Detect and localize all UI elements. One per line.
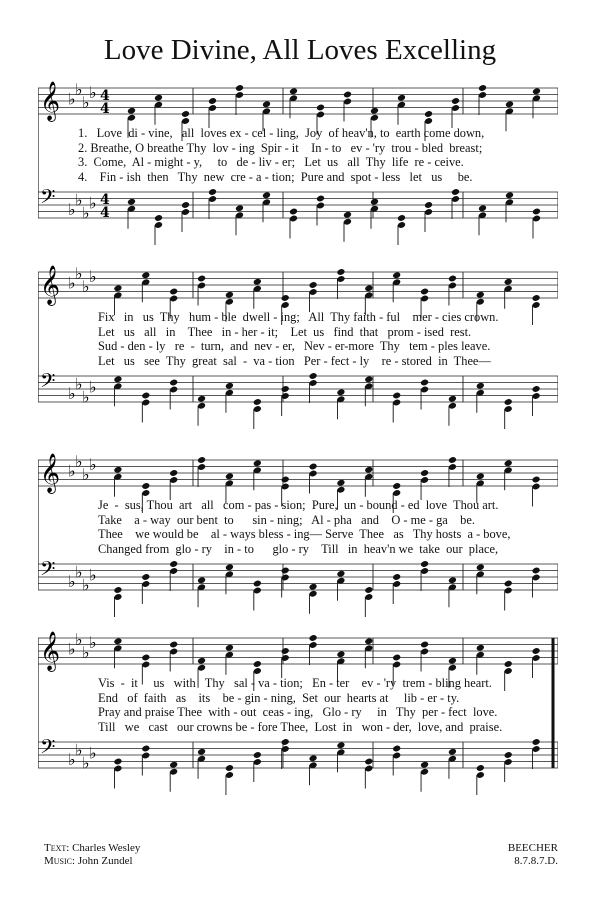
credits-left [44,842,140,868]
note [309,583,318,614]
note [289,208,298,239]
hymn-title: Love Divine, All Loves Excelling [103,34,497,66]
flat-icon: ♭ [75,451,83,471]
flat-icon: ♭ [68,750,76,769]
note [476,644,485,675]
lyric-line-verse-4: Changed from glo - ry in - to glo - ry Till in heav'n we take our place, [98,541,499,556]
lyric-line-verse-2: Let us all in Thee in - her - it; Let us find that prom - ised rest. [98,324,472,339]
note [253,398,262,429]
flat-icon: ♭ [89,267,97,286]
lyric-line-verse-2: 2. Breathe, O breathe Thy lov - ing Spir - it In - to ev - 'ry trou - bled breast; [78,140,483,155]
note [420,761,429,792]
flat-icon: ♭ [82,753,90,773]
flat-icon: ♭ [75,374,83,394]
note [197,395,206,426]
note [154,214,163,245]
treble-staff [38,452,558,494]
text-author: Charles Wesley [72,842,141,854]
flat-icon: ♭ [75,740,83,760]
flat-icon: ♭ [75,562,83,582]
note [281,385,290,416]
flat-icon: ♭ [89,633,97,652]
text-label: Text: [44,842,70,854]
note [392,745,401,776]
treble-clef-icon: 𝄞 [40,265,61,305]
lyric-line-verse-4: Let us see Thy great sal - va - tion Per - fect - ly re - stored in Thee— [98,353,491,368]
note [343,91,352,122]
note [370,198,379,229]
flat-icon: ♭ [89,743,97,763]
note [392,573,401,604]
flat-icon: ♭ [82,203,90,223]
note [169,469,178,500]
note [316,195,325,226]
note [343,211,352,242]
bass-clef-icon: 𝄢 [40,185,56,213]
treble-clef-icon: 𝄞 [40,453,61,493]
note [451,97,460,128]
note [424,201,433,232]
lyrics-block [38,498,558,556]
note [532,567,541,598]
note [309,281,318,312]
note [504,278,513,309]
note [397,94,406,125]
note [141,392,150,423]
lyrics-block [38,310,558,368]
note [448,275,457,306]
lyric-line-verse-2: End of faith as its be - gin - ning, Set our hearts at lib - er - ty. [98,690,460,705]
note [532,738,541,769]
flat-icon: ♭ [82,642,90,662]
tune-name: BEECHER [507,842,558,854]
note [476,764,485,795]
note [169,761,178,792]
time-sig-top: 4 [100,88,110,104]
music-author: John Zundel [77,855,133,867]
note [141,745,150,776]
flat-icon: ♭ [75,79,83,99]
flat-icon: ♭ [82,575,90,595]
note [127,198,136,229]
flat-icon: ♭ [68,200,76,219]
flat-icon: ♭ [68,89,76,109]
note [169,641,178,672]
note [448,748,457,779]
lyric-line-verse-3: 3. Come, Al - might - y, to de - liv - er; Let us all Thy life re - ceive. [78,155,464,169]
note [420,641,429,672]
flat-icon: ♭ [89,565,97,585]
flat-icon: ♭ [75,190,83,210]
note [532,647,541,678]
lyrics-block [38,676,558,734]
note [420,560,429,591]
note [154,94,163,125]
note [448,576,457,607]
note [504,751,513,782]
note [197,576,206,607]
flat-icon: ♭ [89,455,97,474]
note [113,586,122,617]
bass-clef-icon: 𝄢 [40,369,56,397]
flat-icon: ♭ [89,377,97,397]
flat-icon: ♭ [68,572,76,591]
time-sig-bottom: 4 [100,205,110,221]
music-label: Music: [44,855,76,867]
note [281,567,290,598]
lyrics-block [38,126,558,184]
note [253,580,262,611]
flat-icon: ♭ [82,276,90,296]
note [113,758,122,789]
note [504,398,513,429]
note [448,456,457,487]
lyric-line-verse-1: Je - sus, Thou art all com - pas - sion; Pure, un - bound - ed love Thou art. [98,498,499,512]
note [448,395,457,426]
lyric-line-verse-2: Take a - way our bent to sin - ning; Al - pha and O - me - ga be. [98,512,475,527]
note [364,586,373,617]
time-sig-bottom: 4 [100,101,110,117]
flat-icon: ♭ [75,629,83,649]
bass-clef-icon: 𝄢 [40,735,56,763]
note [451,188,460,219]
note [420,379,429,410]
flat-icon: ♭ [68,273,76,293]
note [253,278,262,309]
note [225,382,234,413]
note [208,97,217,128]
note [281,647,290,678]
note [169,379,178,410]
note [336,388,345,419]
note [181,201,190,232]
note [141,573,150,604]
note [309,754,318,785]
flat-icon: ♭ [82,92,90,112]
note [364,466,373,497]
lyric-line-verse-1: Fix in us Thy hum - ble dwell - ing; All Thy faith - ful mer - cies crown. [98,310,499,324]
treble-clef-icon: 𝄞 [40,631,61,671]
note [197,456,206,487]
meter: 8.7.8.7.D. [514,855,558,867]
note [225,764,234,795]
note [281,738,290,769]
lyric-line-verse-1: Vis - it us with Thy sal - va - tion; En - ter ev - 'ry trem - bling heart. [98,676,492,690]
lyric-line-verse-4: 4. Fin - ish then Thy new cre - a - tion; Pure and spot - less let us be. [78,169,473,184]
treble-clef-icon: 𝄞 [40,81,61,121]
note [476,382,485,413]
note [309,634,318,665]
treble-staff [38,80,558,122]
bass-clef-icon: 𝄢 [40,557,56,585]
note [169,560,178,591]
flat-icon: ♭ [89,193,97,213]
note [532,385,541,416]
note [336,570,345,601]
lyric-line-verse-4: Till we cast our crowns be - fore Thee, Lost in won - der, love, and praise. [98,719,503,734]
note [478,84,487,115]
note [478,204,487,235]
lyric-line-verse-1: 1. Love di - vine, all loves ex - cel - ling, Joy of heav'n, to earth come down, [78,126,485,140]
time-sig-top: 4 [100,192,110,208]
credits-right [508,842,558,868]
flat-icon: ♭ [68,461,76,481]
flat-icon: ♭ [75,263,83,283]
note [113,466,122,497]
note [336,268,345,299]
note [235,204,244,235]
note [235,84,244,115]
flat-icon: ♭ [68,384,76,403]
lyric-line-verse-3: Thee we would be al - ways bless - ing— Serve Thee as Thy hosts a - bove, [98,527,511,541]
note [253,751,262,782]
lyric-line-verse-3: Pray and praise Thee with - out ceas - ing, Glo - ry in Thy per - fect love. [98,705,498,719]
note [309,372,318,403]
note [532,208,541,239]
flat-icon: ♭ [82,387,90,407]
note [420,469,429,500]
note [397,214,406,245]
flat-icon: ♭ [89,83,97,102]
note [504,580,513,611]
lyric-line-verse-3: Sud - den - ly re - turn, and nev - er, Nev - er-more Thy tem - ples leave. [98,339,491,353]
flat-icon: ♭ [68,639,76,659]
note [225,644,234,675]
note [364,758,373,789]
flat-icon: ♭ [82,464,90,484]
note [208,188,217,219]
note [309,463,318,494]
note [197,748,206,779]
note [392,392,401,423]
note [197,275,206,306]
